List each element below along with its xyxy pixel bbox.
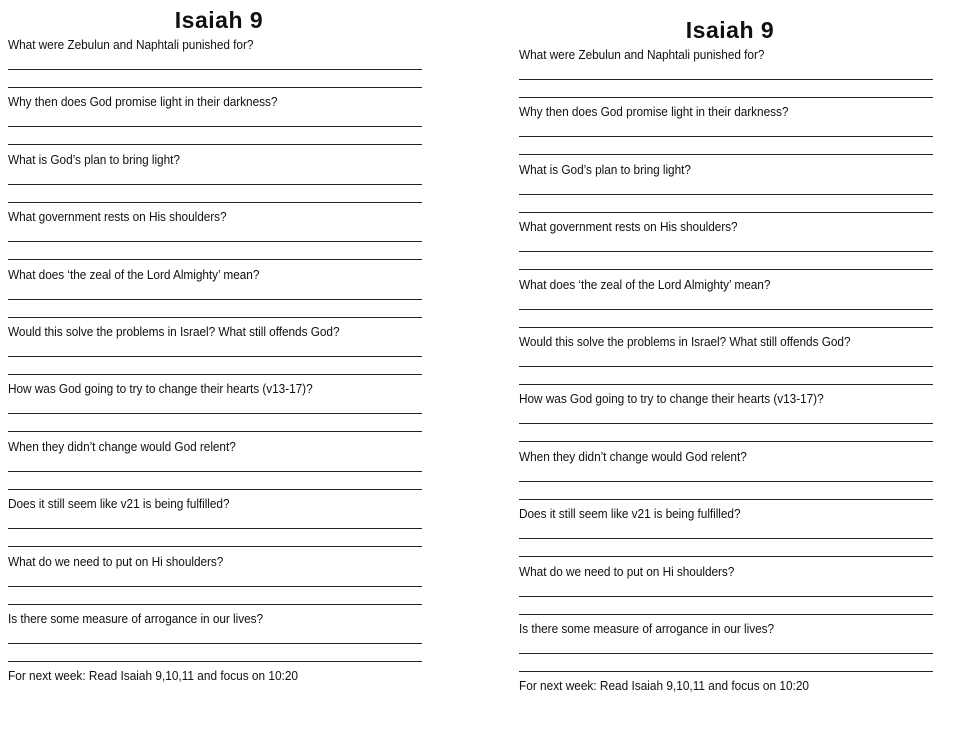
question-block [8,266,426,323]
question-block [519,161,937,218]
answer-line[interactable] [8,472,422,490]
answer-line[interactable] [519,80,933,98]
answer-line[interactable] [8,127,422,145]
answer-line[interactable] [519,367,933,385]
answer-line[interactable] [8,54,422,70]
question-text: What do we need to put on Hi shoulders? [519,564,735,579]
answer-line[interactable] [8,644,422,662]
answer-line[interactable] [8,341,422,357]
answer-line[interactable] [8,513,422,529]
question-block [519,218,937,275]
question-text: How was God going to try to change their hearts (v13-17)? [519,392,824,407]
question-block [8,151,426,208]
answer-line[interactable] [8,456,422,472]
question-text: When they didn’t change would God relent? [519,449,747,464]
question-block [519,563,937,620]
question-text: Why then does God promise light in their darkness? [8,95,278,110]
question-block [8,553,426,610]
question-block [519,390,937,447]
answer-line[interactable] [519,654,933,672]
question-block [8,380,426,437]
worksheet-left [8,0,426,720]
question-text: Would this solve the problems in Israel? What still offends God? [8,324,340,339]
question-text: What government rests on His shoulders? [8,210,227,225]
question-block [8,93,426,150]
worksheet-right [519,10,937,730]
answer-line[interactable] [519,482,933,500]
answer-line[interactable] [519,179,933,195]
question-block [8,323,426,380]
footer-note: For next week: Read Isaiah 9,10,11 and focus on 10:20 [519,679,810,694]
worksheet-title: Isaiah 9 [174,7,264,33]
answer-line[interactable] [8,357,422,375]
answer-line[interactable] [519,539,933,557]
question-block [8,208,426,265]
question-text: What government rests on His shoulders? [519,220,738,235]
answer-line[interactable] [519,424,933,442]
answer-line[interactable] [519,581,933,597]
question-text: Would this solve the problems in Israel? What still offends God? [519,334,851,349]
question-list [8,36,426,667]
answer-line[interactable] [8,169,422,185]
question-block [8,36,426,93]
answer-line[interactable] [519,597,933,615]
answer-line[interactable] [8,398,422,414]
answer-line[interactable] [519,310,933,328]
answer-line[interactable] [8,300,422,318]
answer-line[interactable] [8,587,422,605]
answer-line[interactable] [8,226,422,242]
question-block [8,438,426,495]
answer-line[interactable] [8,628,422,644]
answer-line[interactable] [519,252,933,270]
answer-line[interactable] [8,284,422,300]
answer-line[interactable] [8,185,422,203]
question-text: What do we need to put on Hi shoulders? [8,554,224,569]
answer-line[interactable] [519,351,933,367]
answer-line[interactable] [8,414,422,432]
footer-note: For next week: Read Isaiah 9,10,11 and focus on 10:20 [8,669,299,684]
answer-line[interactable] [8,70,422,88]
question-block [519,505,937,562]
answer-line[interactable] [519,137,933,155]
question-block [519,333,937,390]
question-list [519,46,937,677]
question-text: Why then does God promise light in their darkness? [519,105,789,120]
answer-line[interactable] [519,195,933,213]
answer-line[interactable] [519,638,933,654]
answer-line[interactable] [519,408,933,424]
answer-line[interactable] [8,111,422,127]
question-text: What does ‘the zeal of the Lord Almighty’ mean? [519,277,771,292]
answer-line[interactable] [519,121,933,137]
answer-line[interactable] [519,236,933,252]
question-text: What is God’s plan to bring light? [8,152,180,167]
question-text: What does ‘the zeal of the Lord Almighty’ mean? [8,267,260,282]
question-block [8,610,426,667]
question-text: Is there some measure of arrogance in our lives? [519,621,775,636]
worksheet-title: Isaiah 9 [685,17,775,43]
answer-line[interactable] [519,523,933,539]
question-text: Is there some measure of arrogance in our lives? [8,611,264,626]
question-block [519,103,937,160]
question-block [8,495,426,552]
answer-line[interactable] [8,571,422,587]
question-text: What is God’s plan to bring light? [519,162,691,177]
question-text: What were Zebulun and Naphtali punished for? [519,48,765,62]
question-block [519,46,937,103]
question-text: Does it still seem like v21 is being fulfilled? [519,507,741,522]
question-block [519,276,937,333]
answer-line[interactable] [519,466,933,482]
answer-line[interactable] [8,242,422,260]
question-block [519,620,937,677]
answer-line[interactable] [519,64,933,80]
question-text: What were Zebulun and Naphtali punished for? [8,38,254,52]
answer-line[interactable] [519,294,933,310]
answer-line[interactable] [8,529,422,547]
question-text: When they didn’t change would God relent? [8,439,236,454]
question-text: How was God going to try to change their hearts (v13-17)? [8,382,313,397]
question-block [519,448,937,505]
question-text: Does it still seem like v21 is being fulfilled? [8,497,230,512]
